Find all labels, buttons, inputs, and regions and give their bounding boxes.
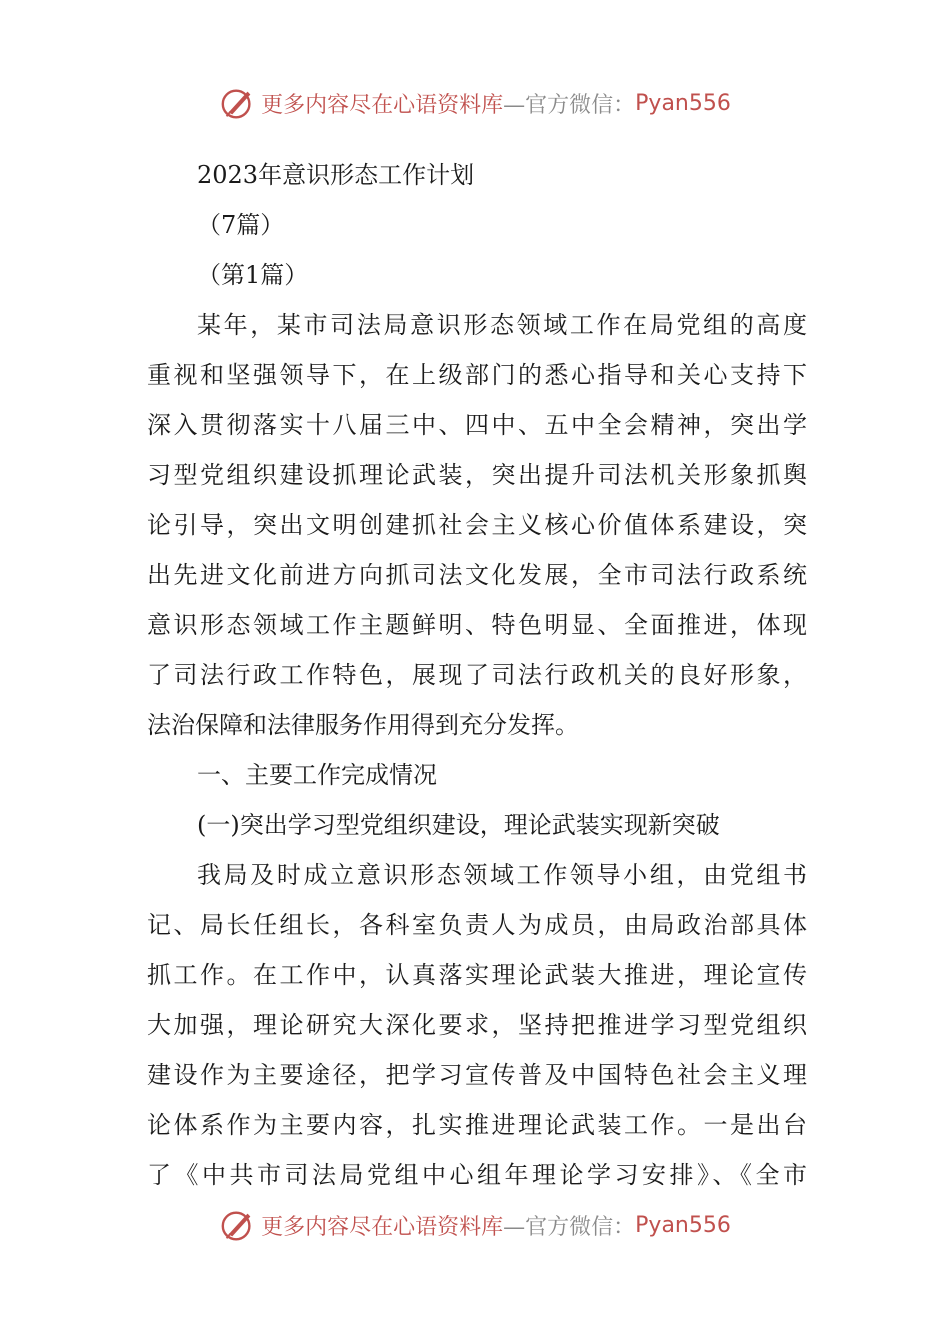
text-line: 深入贯彻落实十八届三中、四中、五中全会精神，突出学 <box>147 411 807 439</box>
text-line: 法治保障和法律服务作用得到充分发挥。 <box>147 711 579 739</box>
text-line: 习型党组织建设抓理论武装，突出提升司法机关形象抓舆 <box>147 461 807 489</box>
text-line: 重视和坚强领导下，在上级部门的悉心指导和关心支持下 <box>147 361 807 389</box>
text-line: 论引导，突出文明创建抓社会主义核心价值体系建设，突 <box>147 511 807 539</box>
watermark-banner-top <box>0 84 950 122</box>
text-line: 了《中共市司法局党组中心组年理论学习安排》、《全市 <box>147 1161 807 1189</box>
text-line: 大加强，理论研究大深化要求，坚持把推进学习型党组织 <box>147 1011 807 1039</box>
watermark-banner-bottom <box>0 1206 950 1244</box>
text-line: 了司法行政工作特色，展现了司法行政机关的良好形象， <box>147 661 807 689</box>
text-line: 意识形态领域工作主题鲜明、特色明显、全面推进，体现 <box>147 611 807 639</box>
banner-text-wechat: —官方微信： <box>503 92 636 118</box>
document-piece-number: （第1篇） <box>197 261 309 289</box>
quill-logo-icon <box>219 1206 257 1244</box>
section-heading: 一、主要工作完成情况 <box>197 761 437 789</box>
banner-text-main: 更多内容尽在心语资料库 <box>261 92 504 118</box>
text-line: 出先进文化前进方向抓司法文化发展，全市司法行政系统 <box>147 561 807 589</box>
text-line: 建设作为主要途径，把学习宣传普及中国特色社会主义理 <box>147 1061 807 1089</box>
paragraph-2 <box>147 850 807 1200</box>
banner-text-main: 更多内容尽在心语资料库 <box>261 1214 504 1240</box>
quill-logo-icon <box>219 84 257 122</box>
text-line: 记、局长任组长，各科室负责人为成员，由局政治部具体 <box>147 911 807 939</box>
document-count: （7篇） <box>197 211 285 239</box>
banner-text-id: Pyan556 <box>635 90 731 116</box>
paragraph-1 <box>147 300 807 750</box>
text-line: 我局及时成立意识形态领域工作领导小组，由党组书 <box>197 861 807 889</box>
document-title: 2023年意识形态工作计划 <box>197 161 475 189</box>
text-line: 抓工作。在工作中，认真落实理论武装大推进，理论宣传 <box>147 961 807 989</box>
banner-text-wechat: —官方微信： <box>503 1214 636 1240</box>
text-line: 论体系作为主要内容，扎实推进理论武装工作。一是出台 <box>147 1111 807 1139</box>
document-body <box>147 150 807 1200</box>
text-line: 某年，某市司法局意识形态领域工作在局党组的高度 <box>197 311 807 339</box>
banner-text-id: Pyan556 <box>635 1212 731 1238</box>
subsection-heading: (一)突出学习型党组织建设，理论武装实现新突破 <box>197 811 720 839</box>
